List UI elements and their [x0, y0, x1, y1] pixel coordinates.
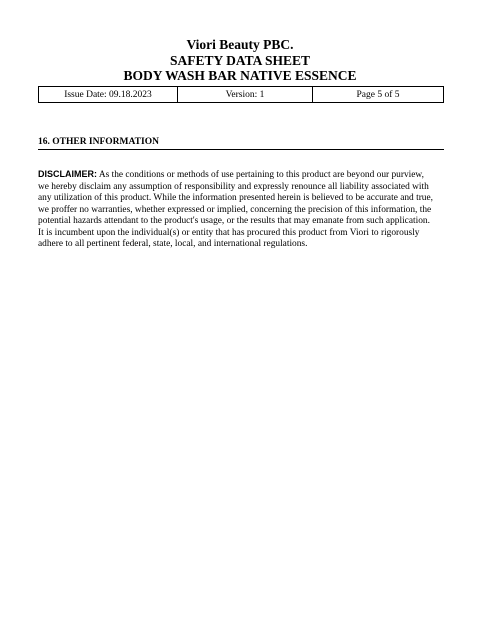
disclaimer-line-3: any utilization of this product. While the information presented herein is believed to be accurate and true,: [38, 193, 434, 203]
page-number: Page 5 of 5: [356, 89, 400, 100]
disclaimer-line-4: we proffer no warranties, whether expressed or implied, concerning the precision of this information, the: [38, 204, 432, 215]
disclaimer-paragraph: [38, 169, 448, 251]
document-header: [0, 37, 480, 84]
disclaimer-text: As the conditions or methods of use pertaining to this product are beyond our purview,: [97, 170, 424, 180]
disclaimer-line-1: [38, 169, 448, 182]
company-name: Viori Beauty PBC.: [186, 37, 294, 52]
document-type: SAFETY DATA SHEET: [169, 52, 311, 68]
disclaimer-line-2: we hereby disclaim any assumption of responsibility and expressly renounce all liability associated with: [38, 181, 429, 192]
document-info-table: [38, 86, 444, 103]
version: Version: 1: [178, 87, 313, 102]
disclaimer-line-7: adhere to all pertinent federal, state, local, and international regulations.: [38, 239, 308, 249]
product-name: BODY WASH BAR NATIVE ESSENCE: [123, 68, 357, 83]
section-heading: 16. OTHER INFORMATION: [38, 137, 444, 150]
disclaimer-line-5: potential hazards attendant to the product's usage, or the results that may emanate from such application.: [38, 216, 430, 226]
disclaimer-label: DISCLAIMER:: [38, 169, 97, 179]
issue-date: Issue Date: 09.18.2023: [39, 87, 178, 102]
disclaimer-line-6: It is incumbent upon the individual(s) or entity that has procured this product from Viori to rigorously: [38, 227, 420, 238]
